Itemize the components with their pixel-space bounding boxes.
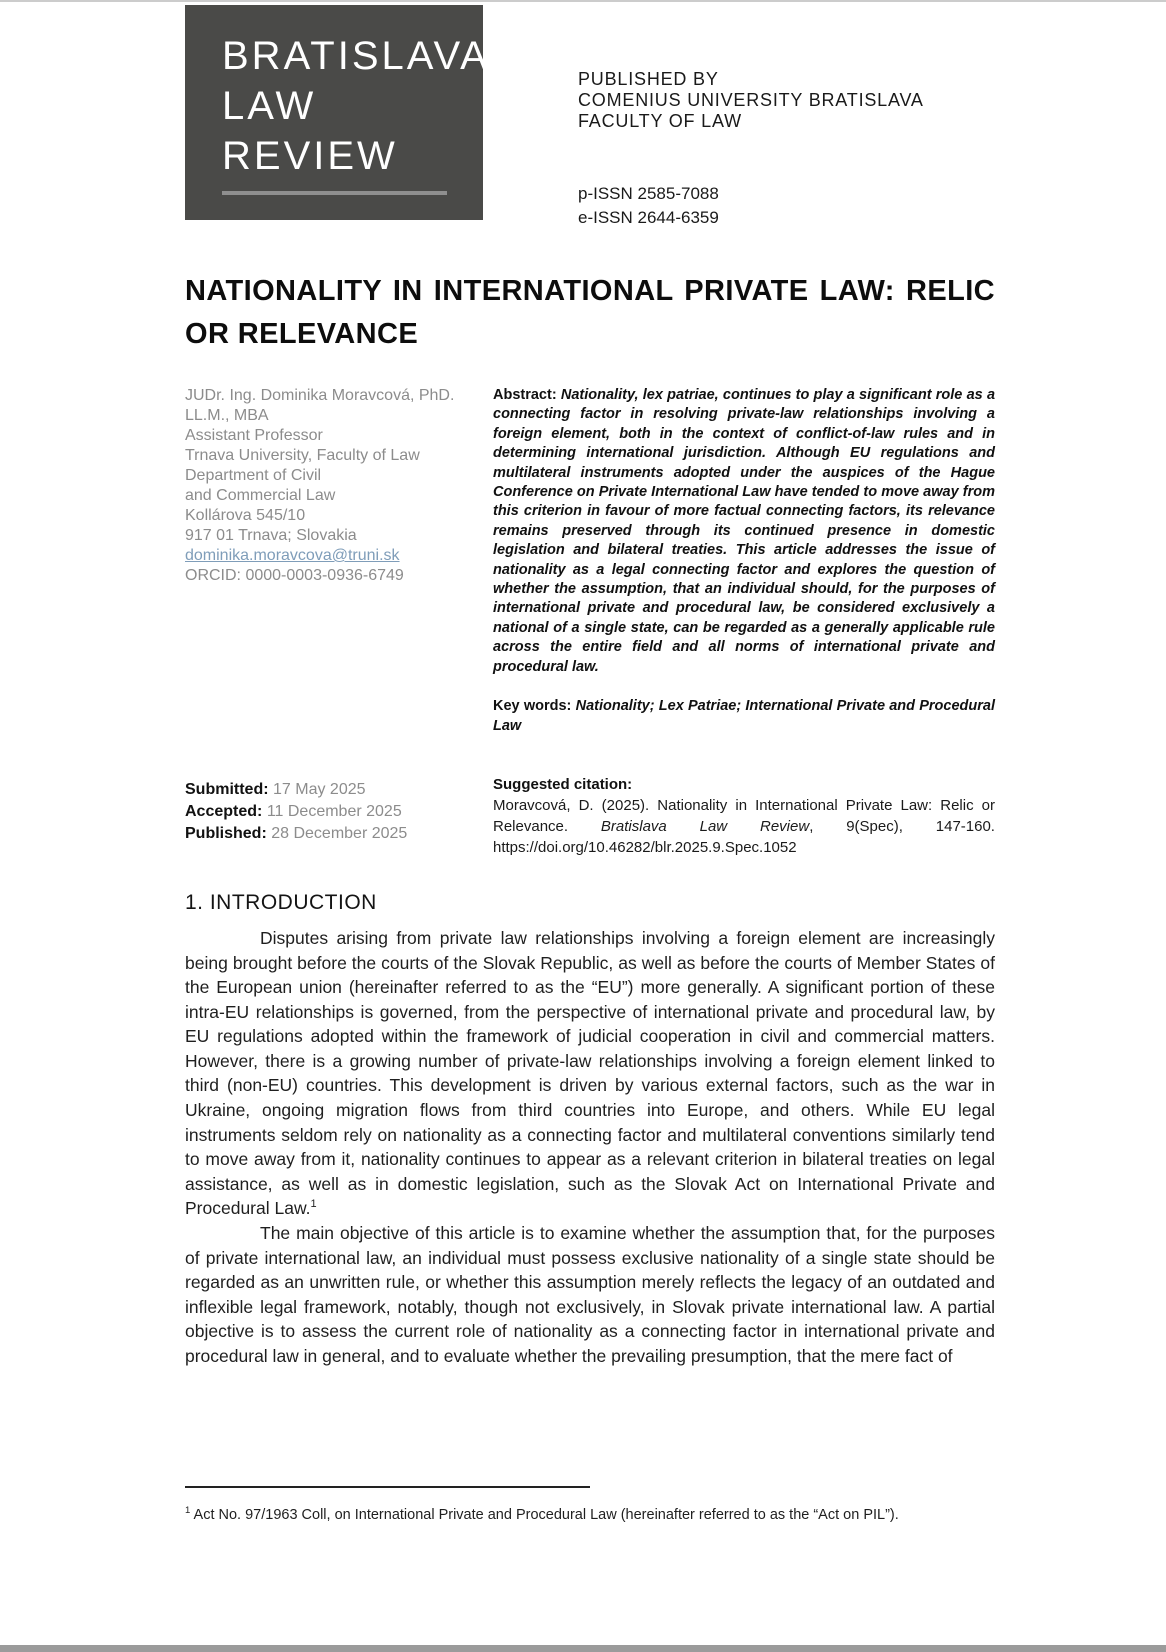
keywords-text: Nationality; Lex Patriae; International Private and Procedural Law bbox=[493, 698, 995, 734]
electronic-issn: e-ISSN 2644-6359 bbox=[578, 208, 719, 227]
abstract-column bbox=[493, 386, 995, 858]
footnote-1 bbox=[185, 1502, 995, 1524]
logo-line-3: REVIEW bbox=[222, 134, 398, 178]
body-paragraph-2 bbox=[185, 1221, 995, 1369]
author-email-link[interactable]: dominika.moravcova@truni.sk bbox=[185, 547, 400, 564]
author-city: 917 01 Trnava; Slovakia bbox=[185, 527, 357, 544]
citation-journal: Bratislava Law Review bbox=[600, 817, 810, 835]
paragraph-1-text: Disputes arising from private law relationships involving a foreign element are increasingly being brought before the courts of the Slovak Republic, as well as before the courts of Member States of the European union (hereinafter referred to as the “EU”) more generally. A significant portion of these intra-EU relationships is governed, from the perspective of international private and procedural law, by EU regulations adopted within the framework of judicial cooperation in civil and commercial matters. However, there is a growing number of private-law relationships involving a foreign element linked to third (non-EU) countries. This development is driven by various external factors, such as the war in Ukraine, ongoing migration flows from third countries into Europe, and others. While EU legal instruments seldom rely on nationality as a connecting factor and multilateral conventions similarly tend to move away from it, nationality continues to appear as a relevant criterion in bilateral treaties on legal assistance, as well as in domestic legislation, such as the Slovak Act on International Private and Procedural Law. bbox=[185, 927, 995, 1219]
abstract-label: Abstract: bbox=[493, 387, 557, 403]
logo-line-2: LAW bbox=[222, 84, 317, 128]
section-heading-introduction: 1. INTRODUCTION bbox=[185, 890, 377, 914]
paragraph-2-text: The main objective of this article is to examine whether the assumption that, for the purposes of private international law, an individual must possess exclusive nationality of a single state should be regarded as an unwritten rule, or whether this assumption merely reflects the legacy of an outdated and inflexible legal framework, notably, though not exclusively, in Slovak private international law. A partial objective is to assess the current role of nationality as a connecting factor in international private and procedural law in general, and to evaluate whether the prevailing presumption, that the mere fact of bbox=[185, 1223, 995, 1366]
citation-pages: , 9(Spec), 147-160. bbox=[809, 817, 995, 835]
author-orcid: ORCID: 0000-0003-0936-6749 bbox=[185, 567, 404, 584]
keywords bbox=[493, 697, 995, 736]
citation-text bbox=[493, 795, 995, 858]
publisher-line-3: FACULTY OF LAW bbox=[578, 111, 742, 131]
abstract bbox=[493, 386, 995, 677]
author-degrees: LL.M., MBA bbox=[185, 407, 269, 424]
issn-block bbox=[578, 182, 924, 230]
author-column bbox=[185, 386, 485, 858]
submitted-value: 17 May 2025 bbox=[273, 781, 366, 798]
footnote-divider bbox=[185, 1486, 590, 1488]
logo-line-1: BRATISLAVA bbox=[222, 34, 490, 78]
publisher-block bbox=[578, 5, 924, 230]
keywords-label: Key words: bbox=[493, 698, 572, 715]
page-bottom-edge bbox=[0, 1645, 1166, 1652]
print-issn: p-ISSN 2585-7088 bbox=[578, 184, 719, 203]
submitted-row bbox=[185, 779, 485, 801]
page-content bbox=[185, 0, 996, 1523]
publisher-line-1: PUBLISHED BY bbox=[578, 69, 719, 89]
article-title: NATIONALITY IN INTERNATIONAL PRIVATE LAW: RELIC OR RELEVANCE bbox=[185, 275, 995, 350]
submitted-label: Submitted: bbox=[185, 781, 269, 798]
footnote-1-marker: 1 bbox=[185, 1505, 191, 1516]
accepted-row bbox=[185, 801, 485, 823]
published-label: Published: bbox=[185, 825, 267, 842]
footnote-1-text: Act No. 97/1963 Coll, on International Private and Procedural Law (hereinafter referred to as the “Act on PIL”). bbox=[193, 1506, 899, 1523]
citation-label: Suggested citation: bbox=[493, 775, 633, 793]
author-street: Kollárova 545/10 bbox=[185, 507, 306, 524]
footnote-area bbox=[185, 1486, 995, 1524]
author-affiliation: Trnava University, Faculty of Law bbox=[185, 447, 420, 464]
citation-authors: Moravcová, D. (2025). Nationality in International Private Law: Relic or Relevance. bbox=[493, 796, 995, 835]
footnote-1-reference[interactable]: 1 bbox=[310, 1198, 317, 1211]
published-value: 28 December 2025 bbox=[271, 825, 408, 842]
author-name: JUDr. Ing. Dominika Moravcová, PhD. bbox=[185, 387, 455, 404]
body-paragraph-1 bbox=[185, 926, 995, 1221]
author-department-1: Department of Civil bbox=[185, 467, 322, 484]
logo-underline bbox=[222, 191, 447, 195]
published-row bbox=[185, 823, 485, 845]
dates-block bbox=[185, 779, 485, 845]
abstract-text: Nationality, lex patriae, continues to play a significant role as a connecting factor in resolving private-law relationships involving a foreign element, both in the context of conflict-of-law rules and in determining international jurisdiction. Although EU regulations and multilateral instruments adopted under the auspices of the Hague Conference on Private International Law have tended to move away from this criterion in favour of more factual connecting factors, its relevance remains preserved through its continued presence in domestic legislation and bilateral treaties. This article addresses the issue of nationality as a legal connecting factor and explores the question of whether the assumption, that an individual should, for the purposes of international private and procedural law, be considered exclusively a national of a single state, can be regarded as a generally applicable rule across the entire field and all norms of international private and procedural law. bbox=[493, 387, 996, 675]
accepted-label: Accepted: bbox=[185, 803, 263, 820]
doi-link[interactable]: https://doi.org/10.46282/blr.2025.9.Spec.1052 bbox=[493, 838, 797, 856]
page-header bbox=[185, 5, 995, 230]
author-department-2: and Commercial Law bbox=[185, 487, 336, 504]
publisher-line-2: COMENIUS UNIVERSITY BRATISLAVA bbox=[578, 90, 924, 110]
journal-logo bbox=[185, 5, 490, 220]
meta-columns bbox=[185, 386, 995, 858]
suggested-citation bbox=[493, 774, 995, 858]
accepted-value: 11 December 2025 bbox=[266, 803, 402, 820]
author-position: Assistant Professor bbox=[185, 427, 323, 444]
